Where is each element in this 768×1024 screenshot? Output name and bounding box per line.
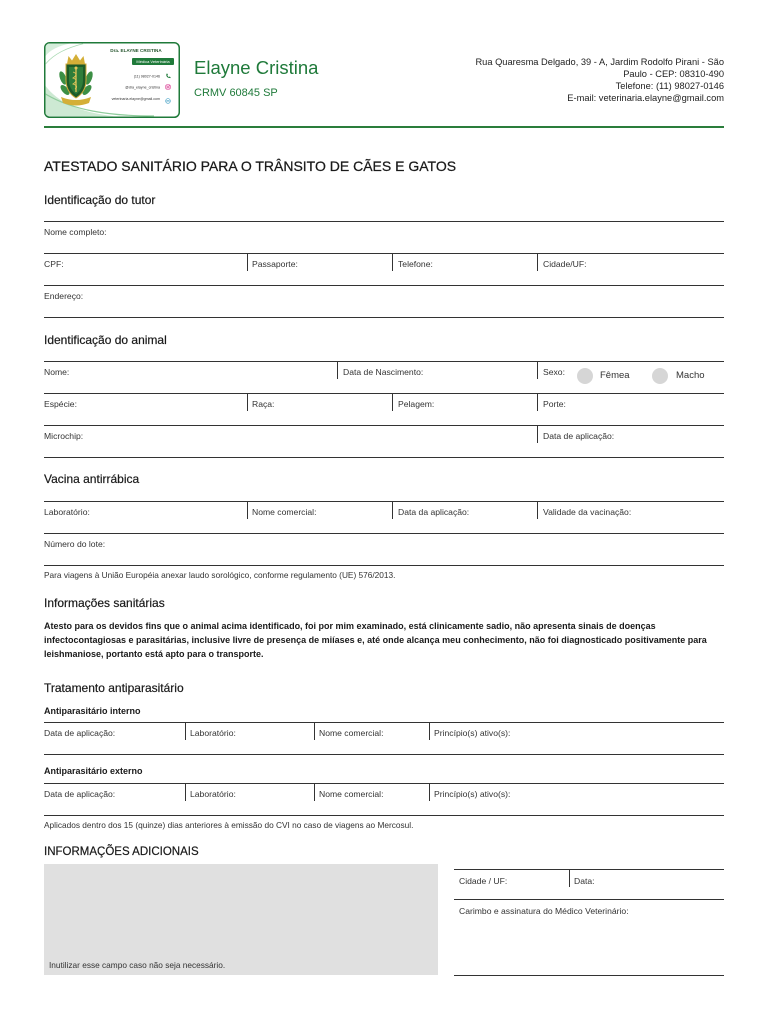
email-line: E-mail: veterinaria.elayne@gmail.com [567,93,724,103]
row-bottom-line [44,815,724,816]
address-line: Paulo - CEP: 08310-490 [623,69,724,79]
date-field[interactable] [569,870,724,899]
animal-microchip-field[interactable] [44,426,537,457]
field-label: Nome comercial: [319,789,384,799]
tutor-cpf-field[interactable] [44,254,247,285]
form-row [44,425,724,457]
field-label: Cidade / UF: [459,876,508,886]
external-application-date-field[interactable] [44,784,185,815]
external-laboratory-field[interactable] [185,784,314,815]
field-label: Passaporte: [252,259,298,269]
internal-brand-name-field[interactable] [314,723,429,754]
field-label: Princípio(s) ativo(s): [434,789,511,799]
header-divider [44,126,724,128]
additional-info-textbox[interactable] [44,864,438,975]
card-instagram: @dra_elayne_cristina [125,85,160,90]
microchip-application-date-field[interactable] [537,426,724,457]
health-statement: Atesto para os devidos fins que o animal acima identificado, foi por mim examinado, está clinicamente sadio, não apresenta sinais de doenças infectocontagiosas e parasitárias, inclusive livre de presença de miíases e, até onde alcança meu conhecimento, não foi diagnosticado positivamente para leishmaniose, portanto está apto para o transporte. [44,621,707,659]
sex-female-label: Fêmea [600,370,630,381]
additional-info-hint: Inutilizar esse campo caso não seja necessário. [49,960,226,970]
tutor-phone-field[interactable] [392,254,537,285]
internal-application-date-field[interactable] [44,723,185,754]
card-email: veterinaria.elayne@gmail.com [111,97,160,101]
vaccine-application-date-field[interactable] [392,502,537,533]
city-state-field[interactable] [454,870,569,899]
section-heading-animal: Identificação do animal [44,333,167,347]
crmv-registration: CRMV 60845 SP [194,87,278,99]
field-label: Pelagem: [398,399,435,409]
eu-travel-note: Para viagens à União Européia anexar laudo sorológico, conforme regulamento (UE) 576/2013. [44,570,396,580]
internal-active-ingredient-field[interactable] [429,723,724,754]
veterinarian-name: Elayne Cristina [194,57,319,78]
form-row [44,533,724,565]
row-bottom-line [44,565,724,566]
external-active-ingredient-field[interactable] [429,784,724,815]
row-bottom-line [44,317,724,318]
field-label: Nome: [44,367,70,377]
mercosul-note: Aplicados dentro dos 15 (quinze) dias anteriores à emissão do CVI no caso de viagens ao Mercosul. [44,820,414,830]
field-label: Princípio(s) ativo(s): [434,728,511,738]
field-label: Raça: [252,399,275,409]
business-card-image [44,42,180,118]
phone-line: Telefone: (11) 98027-0146 [615,81,724,91]
field-label: Data de Nascimento: [343,367,424,377]
row-bottom-line [44,457,724,458]
field-label: Carimbo e assinatura do Médico Veterinário: [459,906,629,916]
document-title: ATESTADO SANITÁRIO PARA O TRÂNSITO DE CÃES E GATOS [44,158,457,174]
section-heading-additional-info: INFORMAÇÕES ADICIONAIS [44,846,199,858]
internal-antiparasitic-subheading: Antiparasitário interno [44,706,141,716]
animal-species-field[interactable] [44,394,247,425]
field-label: Nome completo: [44,227,107,237]
address-line: Rua Quaresma Delgado, 39 - A, Jardim Rodolfo Pirani - São [475,57,724,67]
field-label: Nome comercial: [252,507,317,517]
tutor-city-state-field[interactable] [537,254,724,285]
field-label: CPF: [44,259,64,269]
vaccine-validity-field[interactable] [537,502,724,533]
field-label: Sexo: [543,367,565,377]
sex-female-radio[interactable] [577,368,593,384]
card-phone: (11) 98027-0146 [133,74,160,79]
field-label: Microchip: [44,431,84,441]
form-row [44,783,724,815]
business-card-graphic [44,42,180,118]
form-row [44,393,724,425]
form-row [44,253,724,285]
field-label: Validade da vacinação: [543,507,632,517]
field-label: Número do lote: [44,539,106,549]
field-label: Data de aplicação: [543,431,615,441]
form-row [44,285,724,317]
field-label: Data de aplicação: [44,728,116,738]
field-label: Laboratório: [190,789,236,799]
animal-coat-field[interactable] [392,394,537,425]
section-heading-health-info: Informações sanitárias [44,596,165,610]
tutor-passport-field[interactable] [247,254,392,285]
form-row [44,722,724,754]
signature-bottom-line [454,975,724,976]
external-antiparasitic-subheading: Antiparasitário externo [44,766,143,776]
card-specialty: Médica Veterinária [136,59,170,65]
form-row [44,221,724,253]
vaccine-laboratory-field[interactable] [44,502,247,533]
field-label: Cidade/UF: [543,259,587,269]
place-date-row [454,869,724,899]
tutor-address-field[interactable] [44,286,724,317]
form-row [44,361,724,393]
row-bottom-line [44,754,724,755]
animal-name-field[interactable] [44,362,337,393]
section-heading-antiparasitic: Tratamento antiparasitário [44,681,184,695]
field-label: Data: [574,876,595,886]
sex-male-radio[interactable] [652,368,668,384]
field-label: Data da aplicação: [398,507,470,517]
animal-sex-group [537,362,724,393]
internal-laboratory-field[interactable] [185,723,314,754]
field-label: Telefone: [398,259,433,269]
vaccine-lot-number-field[interactable] [44,534,724,565]
vaccine-brand-name-field[interactable] [247,502,392,533]
card-doctor-name: Dra. ELAYNE CRISTINA [110,48,162,53]
field-label: Espécie: [44,399,77,409]
field-label: Nome comercial: [319,728,384,738]
tutor-full-name-field[interactable] [44,222,724,253]
sex-male-label: Macho [676,370,705,381]
section-heading-tutor: Identificação do tutor [44,193,156,207]
animal-breed-field[interactable] [247,394,392,425]
field-label: Endereço: [44,291,84,301]
animal-size-field[interactable] [537,394,724,425]
contact-address-block [475,56,724,104]
signature-stamp-field[interactable] [454,899,724,975]
field-label: Porte: [543,399,566,409]
external-brand-name-field[interactable] [314,784,429,815]
form-row [44,501,724,533]
field-label: Data de aplicação: [44,789,116,799]
animal-birth-date-field[interactable] [337,362,537,393]
field-label: Laboratório: [44,507,90,517]
field-label: Laboratório: [190,728,236,738]
section-heading-rabies-vaccine: Vacina antirrábica [44,472,140,486]
